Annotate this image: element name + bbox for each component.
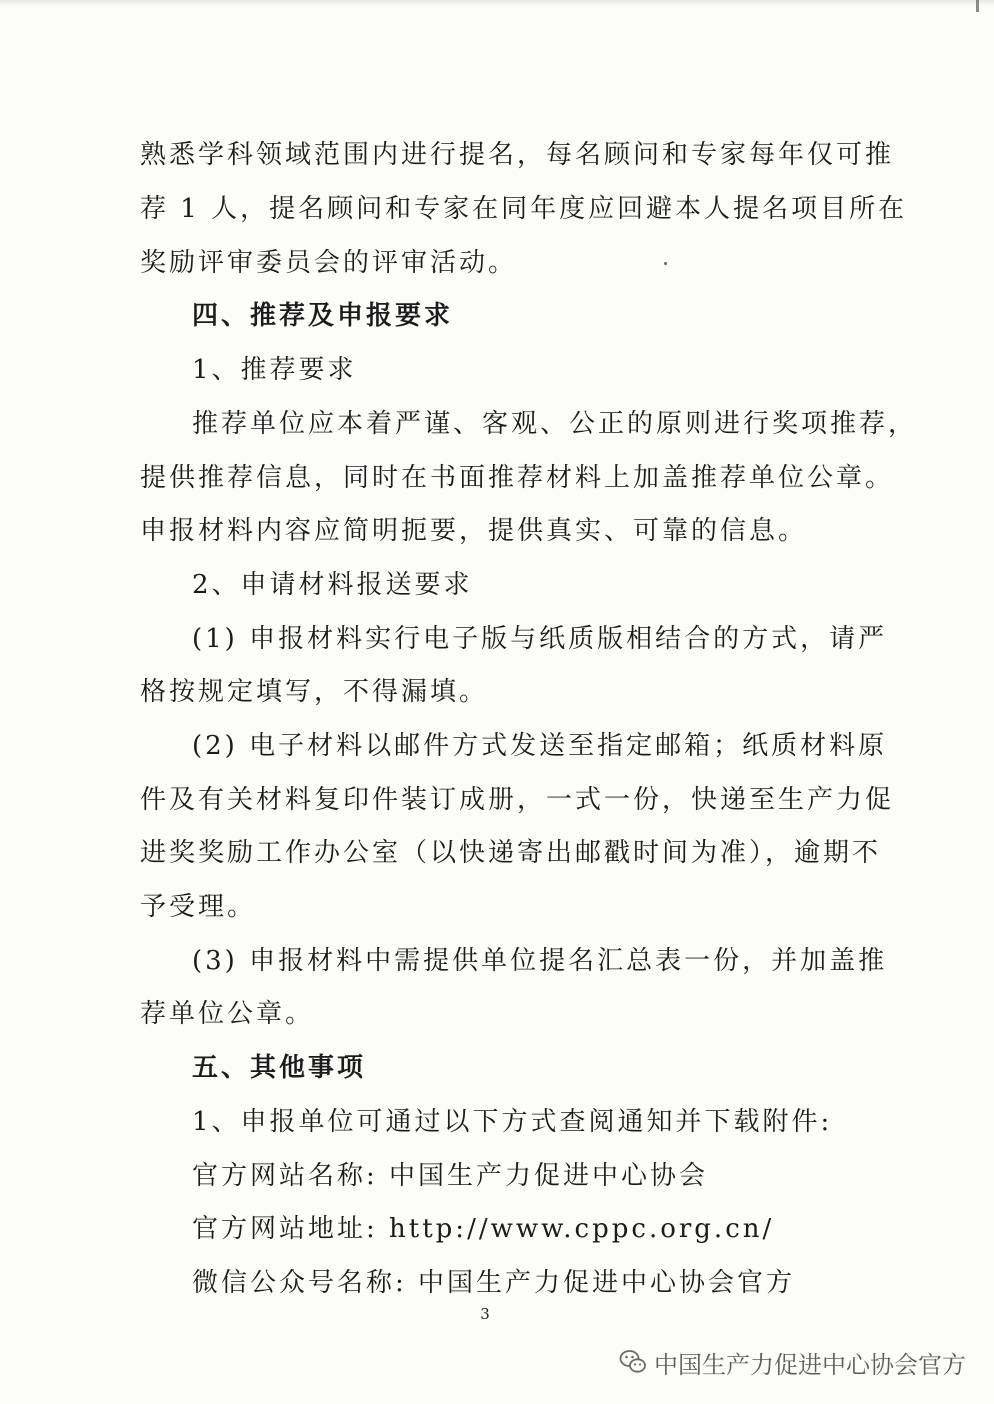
wechat-watermark — [618, 1342, 966, 1382]
body-line: 予受理。 — [140, 892, 257, 922]
subsection-heading: 2、申请材料报送要求 — [192, 570, 473, 600]
wechat-icon — [618, 1347, 648, 1377]
section-heading-4: 四、推荐及申报要求 — [192, 301, 454, 331]
body-line: 官方网站名称: 中国生产力促进中心协会 — [192, 1161, 709, 1191]
body-line: 1、申报单位可通过以下方式查阅通知并下载附件: — [192, 1107, 833, 1137]
body-line: 荐单位公章。 — [140, 999, 315, 1029]
body-line: 奖励评审委员会的评审活动。 — [140, 248, 518, 278]
watermark-text: 中国生产力促进中心协会官方 — [654, 1350, 966, 1379]
body-line: 推荐单位应本着严谨、客观、公正的原则进行奖项推荐， — [192, 409, 918, 439]
body-line: 格按规定填写，不得漏填。 — [140, 677, 489, 707]
body-line: 官方网站地址: http://www.cppc.org.cn/ — [192, 1214, 775, 1244]
body-line: 进奖奖励工作办公室（以快递寄出邮戳时间为准），逾期不 — [140, 838, 882, 868]
body-line: (3) 申报材料中需提供单位提名汇总表一份，并加盖推 — [192, 946, 888, 976]
page-number: 3 — [480, 1305, 490, 1323]
body-line: 微信公众号名称: 中国生产力促进中心协会官方 — [192, 1268, 796, 1298]
body-line: 荐 1 人，提名顾问和专家在同年度应回避本人提名项目所在 — [140, 194, 908, 224]
body-line: (1) 申报材料实行电子版与纸质版相结合的方式，请严 — [192, 624, 888, 654]
scan-speck — [664, 262, 667, 265]
body-line: (2) 电子材料以邮件方式发送至指定邮箱；纸质材料原 — [192, 731, 888, 761]
body-line: 熟悉学科领域范围内进行提名，每名顾问和专家每年仅可推 — [140, 140, 895, 170]
body-line: 提供推荐信息，同时在书面推荐材料上加盖推荐单位公章。 — [140, 463, 895, 493]
body-line: 件及有关材料复印件装订成册，一式一份，快递至生产力促 — [140, 785, 895, 815]
scan-corner-mark — [976, 0, 979, 12]
subsection-heading: 1、推荐要求 — [192, 355, 357, 385]
scan-top-edge — [0, 0, 994, 6]
body-line: 申报材料内容应简明扼要，提供真实、可靠的信息。 — [140, 516, 808, 546]
section-heading-5: 五、其他事项 — [192, 1053, 367, 1083]
